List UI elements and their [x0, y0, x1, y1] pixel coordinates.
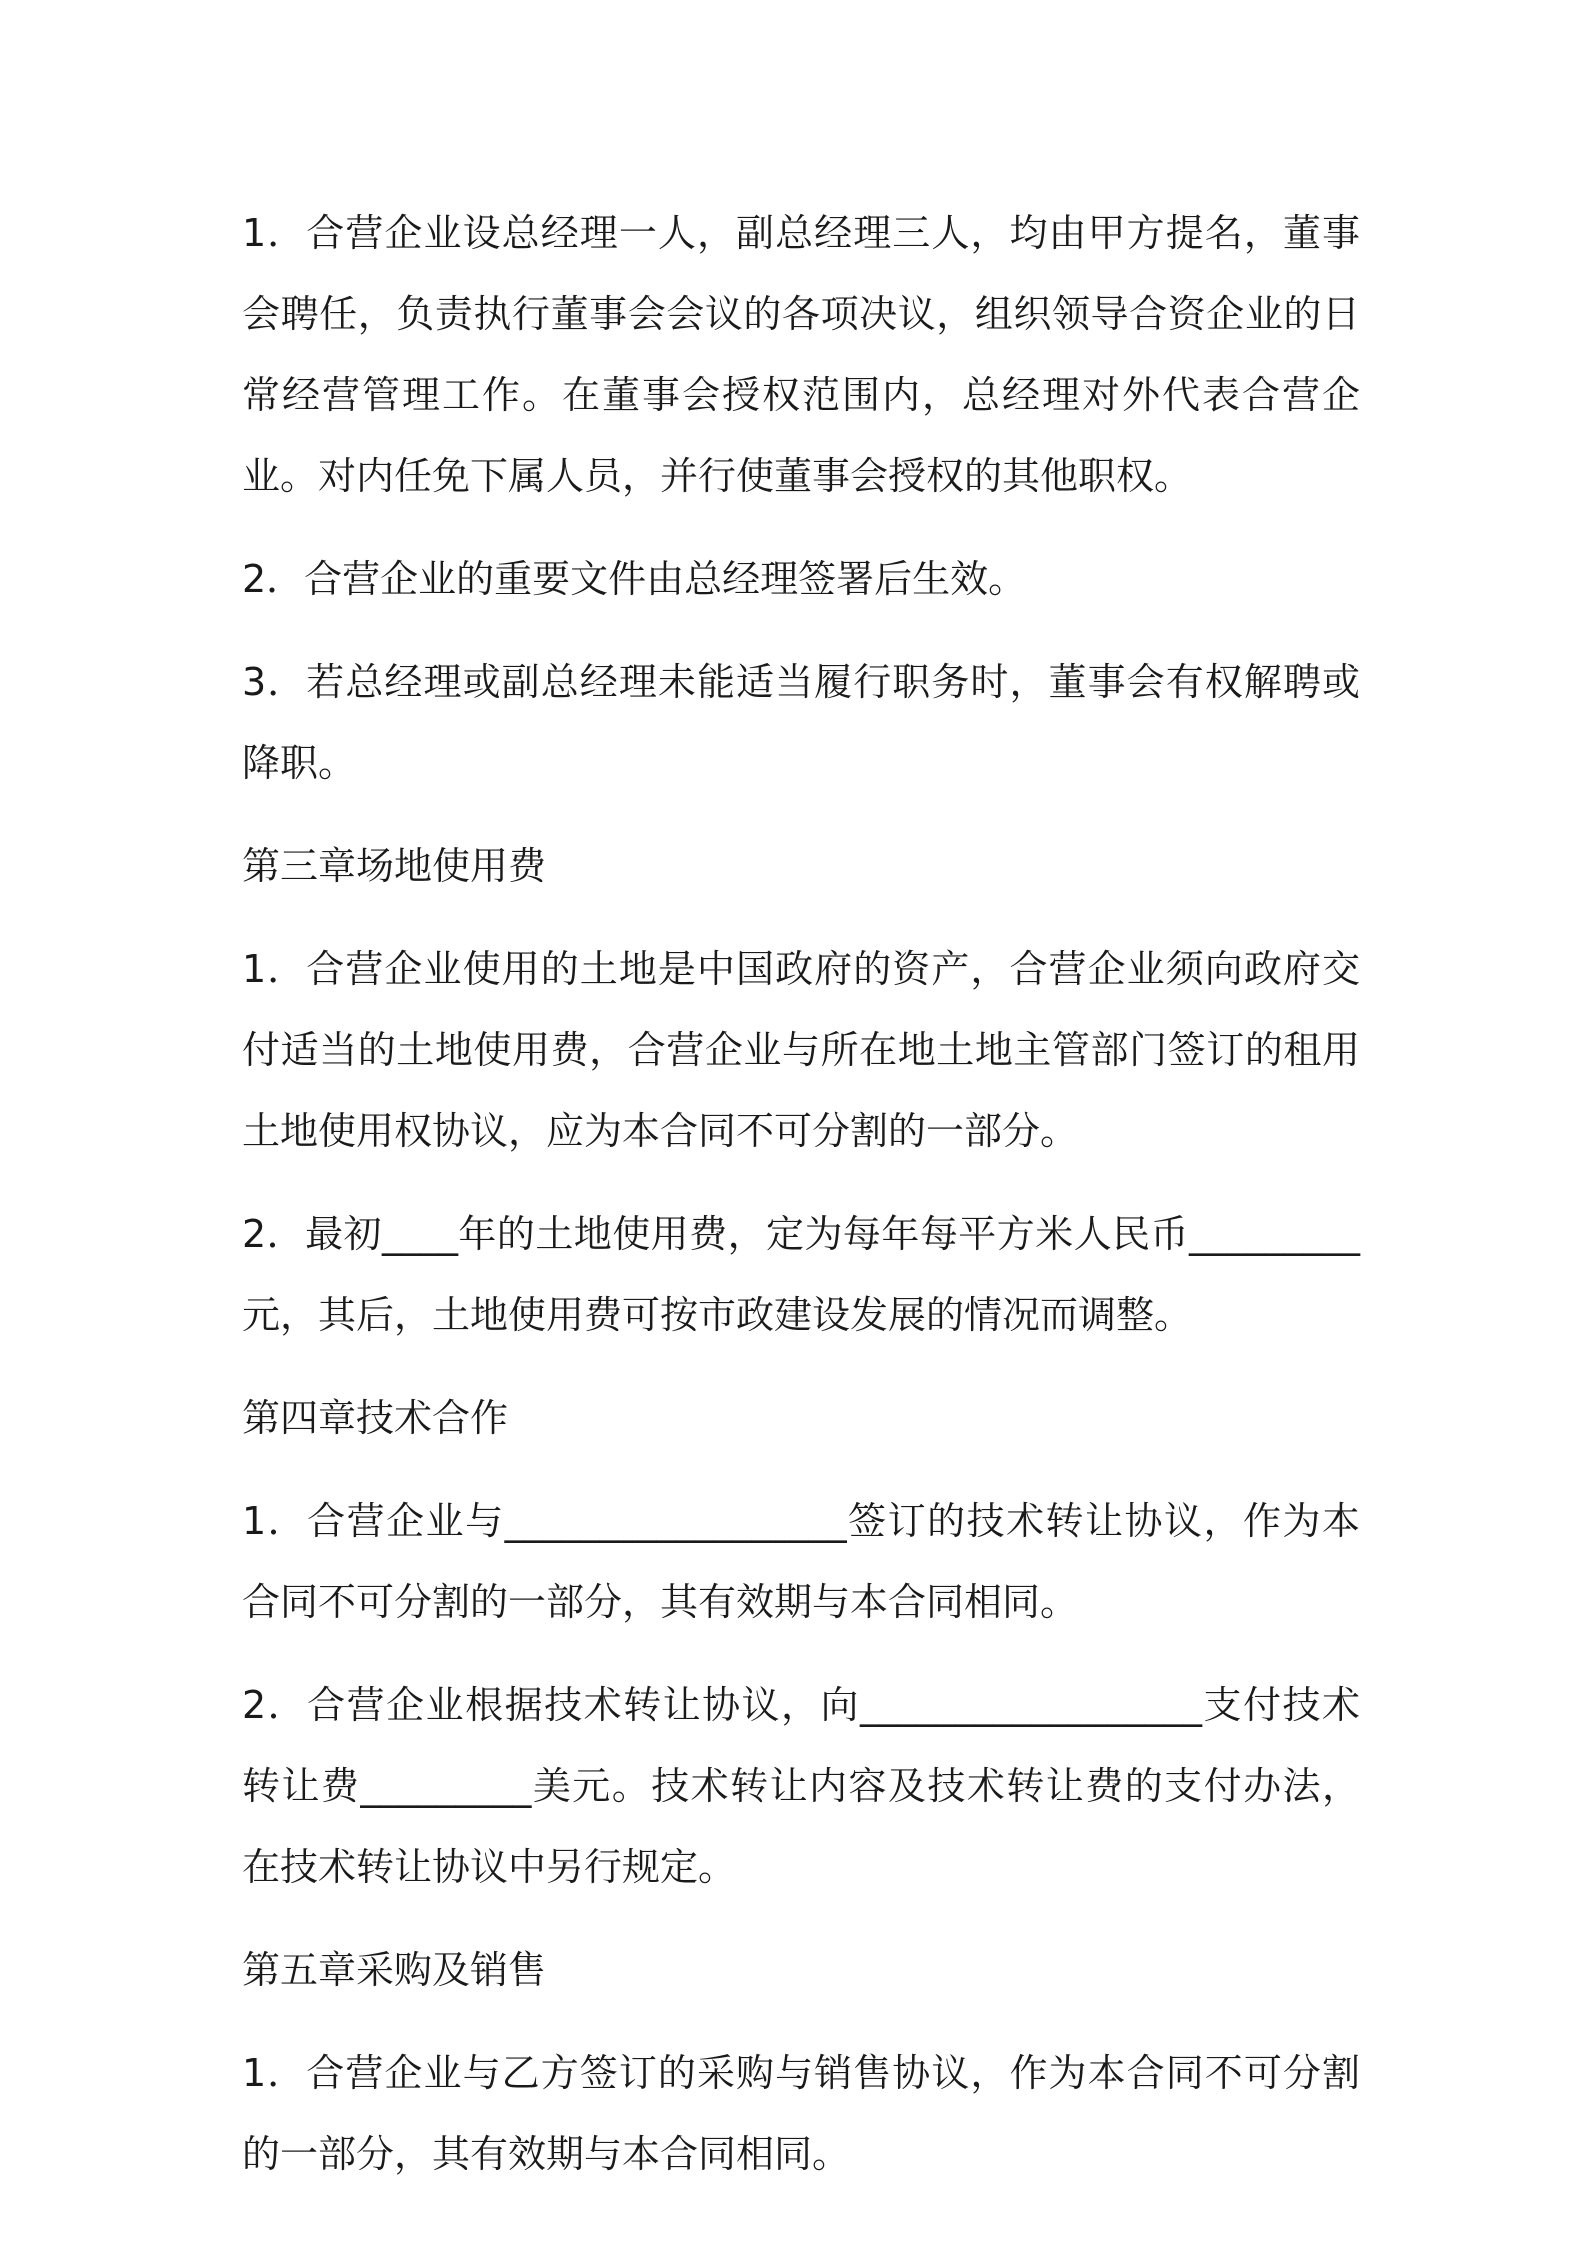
paragraph-document-signing: 2．合营企业的重要文件由总经理签署后生效。: [242, 557, 1027, 601]
chapter-5-heading: 第五章采购及销售: [242, 1948, 547, 1992]
paragraph-land-fee: 2．最初____年的土地使用费，定为每年每平方米人民币_________元，其后，土地使用费可按市政建设发展的情况而调整。: [242, 1212, 1360, 1337]
document-page: [242, 193, 1360, 2217]
paragraph-tech-transfer-fee: 2．合营企业根据技术转让协议，向__________________支付技术转让费_________美元。技术转让内容及技术转让费的支付办法，在技术转让协议中另行规定。: [242, 1683, 1360, 1889]
chapter-3-heading: 第三章场地使用费: [242, 844, 547, 888]
paragraph-tech-transfer-agreement: 1．合营企业与__________________签订的技术转让协议，作为本合同不可分割的一部分，其有效期与本合同相同。: [242, 1499, 1360, 1624]
paragraph-dismissal: 3．若总经理或副总经理未能适当履行职务时，董事会有权解聘或降职。: [242, 660, 1360, 785]
paragraph-land-ownership: 1．合营企业使用的土地是中国政府的资产，合营企业须向政府交付适当的土地使用费，合营企业与所在地土地主管部门签订的租用土地使用权协议，应为本合同不可分割的一部分。: [242, 947, 1360, 1153]
chapter-4-heading: 第四章技术合作: [242, 1396, 509, 1440]
paragraph-purchase-sales: 1．合营企业与乙方签订的采购与销售协议，作为本合同不可分割的一部分，其有效期与本合同相同。: [242, 2051, 1360, 2176]
paragraph-gm-appointment: 1．合营企业设总经理一人，副总经理三人，均由甲方提名，董事会聘任，负责执行董事会会议的各项决议，组织领导合资企业的日常经营管理工作。在董事会授权范围内，总经理对外代表合营企业。对内任免下属人员，并行使董事会授权的其他职权。: [242, 211, 1360, 498]
